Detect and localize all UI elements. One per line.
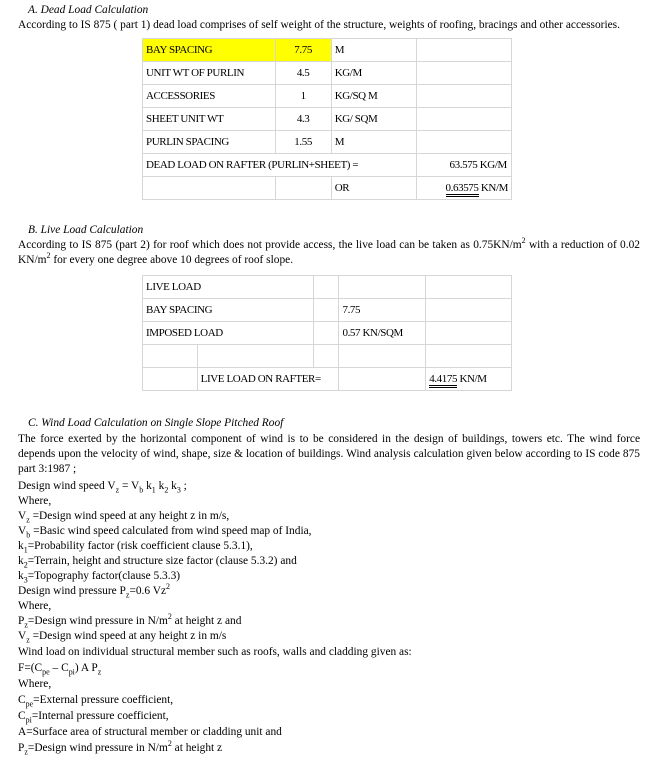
table-row — [143, 368, 512, 391]
definition-line: $k_3=Topography$ factor(clause 5.3.3) — [18, 570, 181, 585]
wind-load-statement: Wind load on individual structural member such as roofs, walls and cladding given as: — [18, 646, 412, 658]
table-cell — [313, 345, 339, 368]
table-cell — [313, 299, 339, 322]
table-cell — [416, 62, 511, 85]
table-row — [143, 345, 512, 368]
table-row — [143, 131, 512, 154]
section-c-paragraph: The force exerted by the horizontal component of wind is to be considered in the design of buildings, towers etc. The wind force depends upon the velocity of wind, shape, size & location of buildings. Wind analysis calculation given below according to IS code 875 part 3:1987 ; — [18, 433, 640, 475]
definition-line: $C_{pi}=Internal$ pressure coefficient, — [18, 710, 169, 725]
section-c-heading: C. Wind Load Calculation on Single Slope Pitched Roof — [28, 417, 284, 429]
table-cell: KG/ SQM — [331, 108, 416, 131]
definition-line: $k_1=Probability$ factor (risk coefficient clause 5.3.1), — [18, 540, 253, 555]
dead-load-table — [142, 38, 512, 200]
table-cell: 1.55 — [275, 131, 331, 154]
imposed-load-value: 0.57 KN/SQM — [339, 322, 426, 345]
table-cell — [426, 276, 512, 299]
where-label: Where, — [18, 678, 52, 690]
table-cell — [313, 276, 339, 299]
definition-line: A=Surface area of structural member or cladding unit and — [18, 726, 282, 738]
live-bay-value: 7.75 — [339, 299, 426, 322]
table-cell: 4.5 — [275, 62, 331, 85]
live-load-rafter-value: 4.4175 KN/M — [426, 368, 512, 391]
table-cell — [426, 322, 512, 345]
definition-line: $V_b$ =Basic wind speed calculated from wind speed map of India, — [18, 525, 312, 540]
wind-force-formula: $F=(C_{pe} - C_{pi})$ A $P_z$ — [18, 662, 102, 677]
section-b-paragraph: According to IS 875 (part 2) for roof which does not provide access, the live load can be taken as $0.75KN/m^2$ with a reduction of 0.02 $KN/m^2$ for every one degree above 10 degrees of roof slope. — [18, 236, 640, 266]
table-cell: PURLIN SPACING — [143, 131, 276, 154]
table-cell — [143, 368, 198, 391]
table-row — [143, 154, 512, 177]
table-row — [143, 39, 512, 62]
definition-line: $P_z=Design$ wind pressure in $N/m^2$ at height z and — [18, 612, 242, 630]
live-load-label: LIVE LOAD — [143, 276, 314, 299]
table-cell — [416, 85, 511, 108]
definition-line: $C_{pe}=External$ pressure coefficient, — [18, 694, 174, 709]
table-cell — [416, 39, 511, 62]
table-cell — [143, 177, 276, 200]
table-cell: 7.75 — [275, 39, 331, 62]
section-a-paragraph: According to IS 875 ( part 1) dead load comprises of self weight of the structure, weights of roofing, bracings and other accessories. — [18, 19, 620, 31]
table-cell: KG/SQ M — [331, 85, 416, 108]
table-row — [143, 322, 512, 345]
table-cell: KG/M — [331, 62, 416, 85]
table-cell — [275, 177, 331, 200]
table-cell — [416, 131, 511, 154]
table-cell: M — [331, 131, 416, 154]
where-label: Where, — [18, 495, 52, 507]
definition-line: $k_2=Terrain$, height and structure size factor (clause 5.3.2) and — [18, 555, 297, 570]
table-cell — [197, 345, 313, 368]
dead-load-rafter-value: 63.575 KG/M — [416, 154, 511, 177]
section-a-heading: A. Dead Load Calculation — [28, 4, 149, 16]
table-cell — [426, 299, 512, 322]
table-cell: BAY SPACING — [143, 39, 276, 62]
table-cell — [339, 368, 426, 391]
table-cell: SHEET UNIT WT — [143, 108, 276, 131]
definition-line: $V_z$ =Design wind speed at any height z in m/s, — [18, 510, 230, 525]
dead-load-rafter-label: DEAD LOAD ON RAFTER (PURLIN+SHEET) = — [143, 154, 417, 177]
table-row — [143, 108, 512, 131]
section-b-heading: B. Live Load Calculation — [28, 224, 144, 236]
where-label: Where, — [18, 600, 52, 612]
live-bay-label: BAY SPACING — [143, 299, 314, 322]
table-row — [143, 62, 512, 85]
table-cell — [339, 345, 426, 368]
table-cell: ACCESSORIES — [143, 85, 276, 108]
table-cell: 4.3 — [275, 108, 331, 131]
table-row — [143, 177, 512, 200]
live-load-table — [142, 275, 512, 391]
table-cell — [313, 322, 339, 345]
design-wind-pressure-formula: Design wind pressure $P_z=0.6$ Vz$^2$ — [18, 582, 171, 600]
table-row — [143, 299, 512, 322]
imposed-load-label: IMPOSED LOAD — [143, 322, 314, 345]
table-cell: UNIT WT OF PURLIN — [143, 62, 276, 85]
definition-line: $V_z$ =Design wind speed at any height z in m/s — [18, 630, 227, 645]
dead-load-kn-value: 0.63575 KN/M — [416, 177, 511, 200]
table-cell: M — [331, 39, 416, 62]
table-cell — [339, 276, 426, 299]
design-wind-speed-formula: Design wind speed $V_z = V_b$ $k_1$ $k_2$ $k_3$ ; — [18, 480, 187, 495]
live-load-rafter-label: LIVE LOAD ON RAFTER= — [197, 368, 339, 391]
table-row — [143, 276, 512, 299]
or-label: OR — [331, 177, 416, 200]
table-cell — [416, 108, 511, 131]
table-row — [143, 85, 512, 108]
table-cell — [426, 345, 512, 368]
table-cell — [143, 345, 198, 368]
table-cell: 1 — [275, 85, 331, 108]
definition-line: $P_z=Design$ wind pressure in $N/m^2$ at height z — [18, 739, 223, 757]
